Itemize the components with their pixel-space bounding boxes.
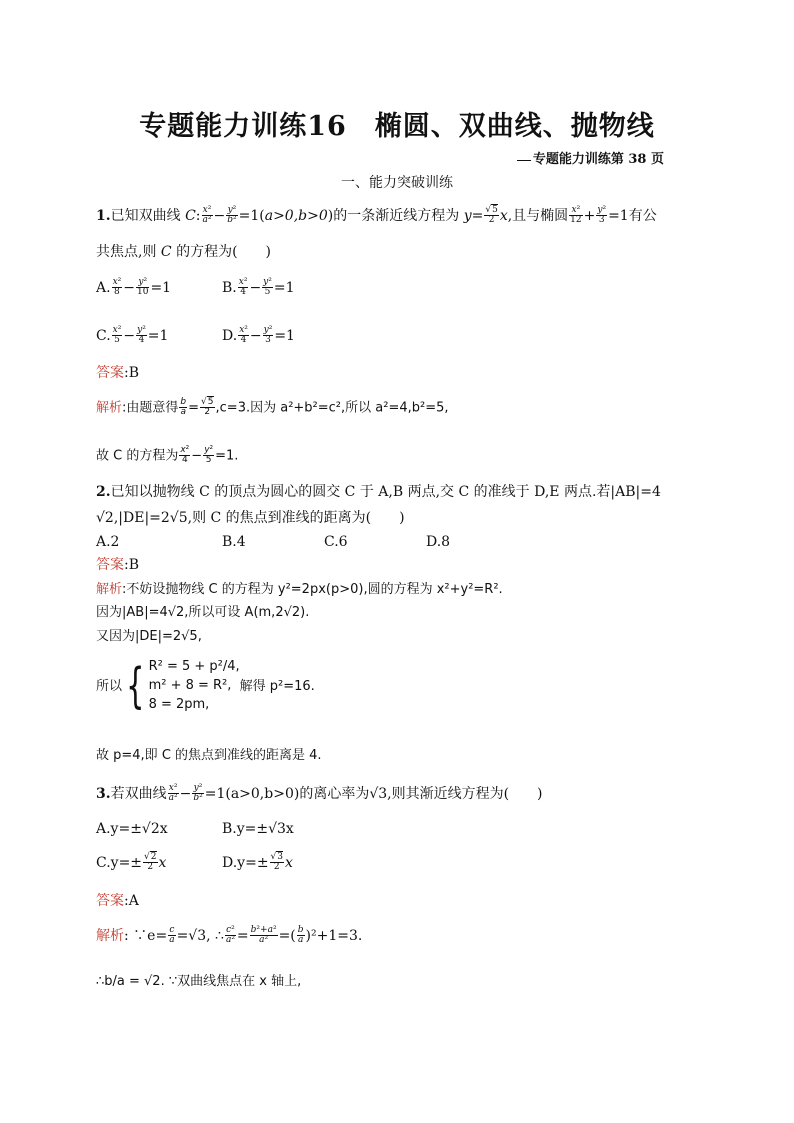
q2-analysis-line3: 又因为|DE|=2√5,: [96, 629, 202, 644]
q1-options-ab: A. $\frac{\text{x²}}{8}$ − $\frac{\text{y²}}{10}$ =1 B. $\frac{\text{x²}}{4}$ − $\frac{\text{y²}}{5}$ =1: [96, 277, 295, 298]
q3-analysis-line2: ∴b/a = √2. ∵双曲线焦点在 x 轴上,: [96, 974, 302, 989]
q1-analysis-line2: 故 C 的方程为 $\frac{\text{x²}}{4}$ − $\frac{\text{y²}}{5}$ =1.: [96, 445, 239, 466]
q3-options-ab: A.y=±√2x B.y=±√3x: [96, 821, 294, 837]
q1-answer: 答案:B: [96, 365, 140, 381]
section-heading: 一、能力突破训练: [341, 175, 453, 191]
subsection-reference: 专题能力训练第 38 页: [517, 148, 664, 167]
q2-analysis-conclusion: 故 p=4,即 C 的焦点到准线的距离是 4.: [96, 748, 322, 763]
q2-stem-line1: 2.已知以抛物线 C 的顶点为圆心的圆交 C 于 A,B 两点,交 C 的准线于 D,E 两点.若|AB|=4: [96, 484, 661, 500]
q2-stem-line2: √2,|DE|=2√5,则 C 的焦点到准线的距离为( ): [96, 510, 405, 526]
q1-stem-line2: 共焦点,则 C 的方程为( ): [96, 244, 271, 260]
q2-equation-system: 所以{ R² = 5 + p²/4, m² + 8 = R², 8 = 2pm, 解得 p²=16.: [96, 658, 315, 715]
q3-options-cd: C.y=± $\frac{√2}{2}$ x D.y=± $\frac{√3}{2}$ x: [96, 852, 293, 873]
q2-analysis-line1: 解析:不妨设抛物线 C 的方程为 y²=2px(p>0),圆的方程为 x²+y²=R².: [96, 582, 503, 597]
q1-stem-line1: 1.已知双曲线 C: $\frac{\text{x²}}{\text{a²}}$ − $\frac{\text{y²}}{\text{b²}}$ =1(a>0,b>0)的一条渐近线方程为 y= $\frac{√5}{2}$ x,且与椭圆 $\frac{\text{x²}}{12}$ + $\frac{\text{y²}}{3}$ =1有公: [96, 205, 657, 226]
q2-analysis-line2: 因为|AB|=4√2,所以可设 A(m,2√2).: [96, 605, 310, 620]
q2-options: A.2 B.4 C.6 D.8: [96, 534, 451, 550]
page-title: 专题能力训练16 椭圆、双曲线、抛物线: [139, 111, 655, 142]
q1-analysis-line1: 解析:由题意得 $\frac{b}{a}$ = $\frac{√5}{2}$ ,c=3.因为 a²+b²=c²,所以 a²=4,b²=5,: [96, 397, 449, 418]
q3-stem: 3.若双曲线 $\frac{\text{x²}}{\text{a²}}$ − $\frac{\text{y²}}{\text{b²}}$ =1(a>0,b>0)的离心率为√3,则其渐近线方程为( ): [96, 783, 543, 804]
q3-analysis-line1: 解析: ∵e= $\frac{c}{a}$ =√3, ∴ $\frac{\text{c²}}{\text{a²}}$ = $\frac{\text{b²+a²}}{\text{a²}}$ =( $\frac{b}{a}$ )²+1=3.: [96, 925, 363, 946]
q2-answer: 答案:B: [96, 557, 140, 573]
q1-options-cd: C. $\frac{\text{x²}}{5}$ − $\frac{\text{y²}}{4}$ =1 D. $\frac{\text{x²}}{4}$ − $\frac{\text{y²}}{3}$ =1: [96, 325, 295, 346]
q3-answer: 答案:A: [96, 893, 139, 909]
